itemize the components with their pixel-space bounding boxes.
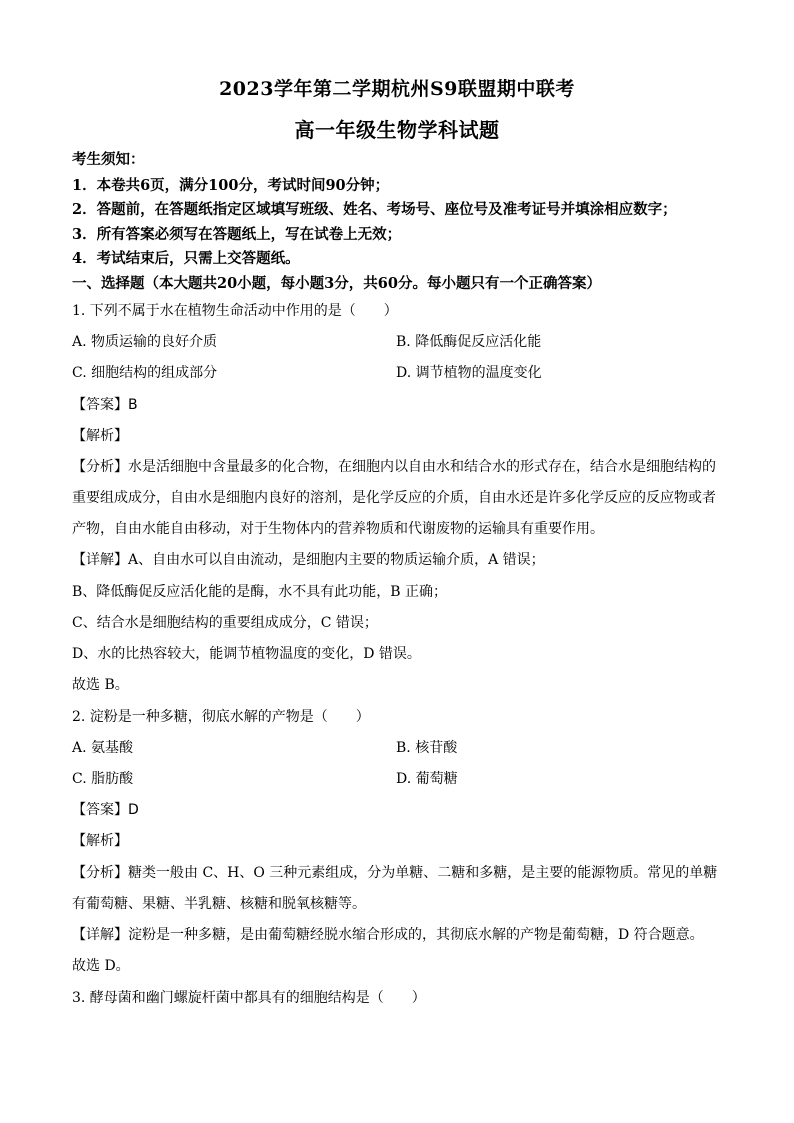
q2-detail-line-1: 【详解】淀粉是一种多糖，是由葡萄糖经脱水缩合形成的，其彻底水解的产物是葡萄糖，D 符合题意。 (72, 927, 704, 943)
q3-stem: 3. 酵母菌和幽门螺旋杆菌中都具有的细胞结构是（ ） (72, 990, 426, 1006)
notice-item-1: 1．本卷共6页，满分100分，考试时间90分钟； (72, 177, 390, 194)
q1-analysis-line-2: 重要组成成分，自由水是细胞内良好的溶剂，是化学反应的介质，自由水还是许多化学反应的反应物或者 (72, 490, 716, 506)
q1-stem: 1. 下列不属于水在植物生命活动中作用的是（ ） (72, 303, 398, 319)
q1-option-c: C. 细胞结构的组成部分 (72, 365, 218, 381)
q1-option-a: A. 物质运输的良好介质 (72, 334, 218, 350)
q1-option-b: B. 降低酶促反应活化能 (396, 334, 542, 350)
q2-conclusion: 故选 D。 (72, 958, 130, 974)
exam-title: 2023学年第二学期杭州S9联盟期中联考 (219, 78, 575, 100)
q2-analysis-line-2: 有葡萄糖、果糖、半乳糖、核糖和脱氧核糖等。 (72, 896, 366, 912)
notice-item-3: 3．所有答案必须写在答题纸上，写在试卷上无效； (72, 226, 402, 243)
q1-analysis-line-1: 【分析】水是活细胞中含量最多的化合物，在细胞内以自由水和结合水的形式存在，结合水是细胞结构的 (72, 459, 716, 475)
q2-option-a: A. 氨基酸 (72, 740, 134, 756)
exam-subtitle: 高一年级生物学科试题 (294, 118, 500, 142)
section-heading: 一、选择题（本大题共20小题，每小题3分，共60分。每小题只有一个正确答案） (72, 275, 601, 292)
q2-answer: 【答案】D (72, 802, 139, 818)
q1-detail-line-1: 【详解】A、自由水可以自由流动，是细胞内主要的物质运输介质，A 错误； (72, 552, 545, 568)
q1-answer: 【答案】B (72, 397, 138, 413)
q1-analysis-line-3: 产物，自由水能自由移动，对于生物体内的营养物质和代谢废物的运输具有重要作用。 (72, 521, 604, 537)
q1-detail-line-3: C、结合水是细胞结构的重要组成成分，C 错误； (72, 615, 378, 631)
notice-heading: 考生须知： (72, 151, 145, 168)
q2-analysis-line-1: 【分析】糖类一般由 C、H、O 三种元素组成，分为单糖、二糖和多糖，是主要的能源物质。常见的单糖 (72, 865, 718, 881)
q2-stem: 2. 淀粉是一种多糖，彻底水解的产物是（ ） (72, 709, 370, 725)
notice-item-4: 4．考试结束后，只需上交答题纸。 (72, 250, 300, 267)
q2-analysis-label: 【解析】 (72, 833, 128, 849)
q1-option-d: D. 调节植物的温度变化 (396, 365, 542, 381)
q2-option-d: D. 葡萄糖 (396, 771, 458, 787)
q1-detail-line-2: B、降低酶促反应活化能的是酶，水不具有此功能，B 正确； (72, 584, 448, 600)
q1-detail-line-4: D、水的比热容较大，能调节植物温度的变化，D 错误。 (72, 646, 421, 662)
notice-item-2: 2．答题前，在答题纸指定区域填写班级、姓名、考场号、座位号及准考证号并填涂相应数字； (72, 201, 677, 218)
q2-option-c: C. 脂肪酸 (72, 771, 134, 787)
q1-conclusion: 故选 B。 (72, 677, 129, 693)
q1-analysis-label: 【解析】 (72, 428, 128, 444)
q2-option-b: B. 核苷酸 (396, 740, 458, 756)
